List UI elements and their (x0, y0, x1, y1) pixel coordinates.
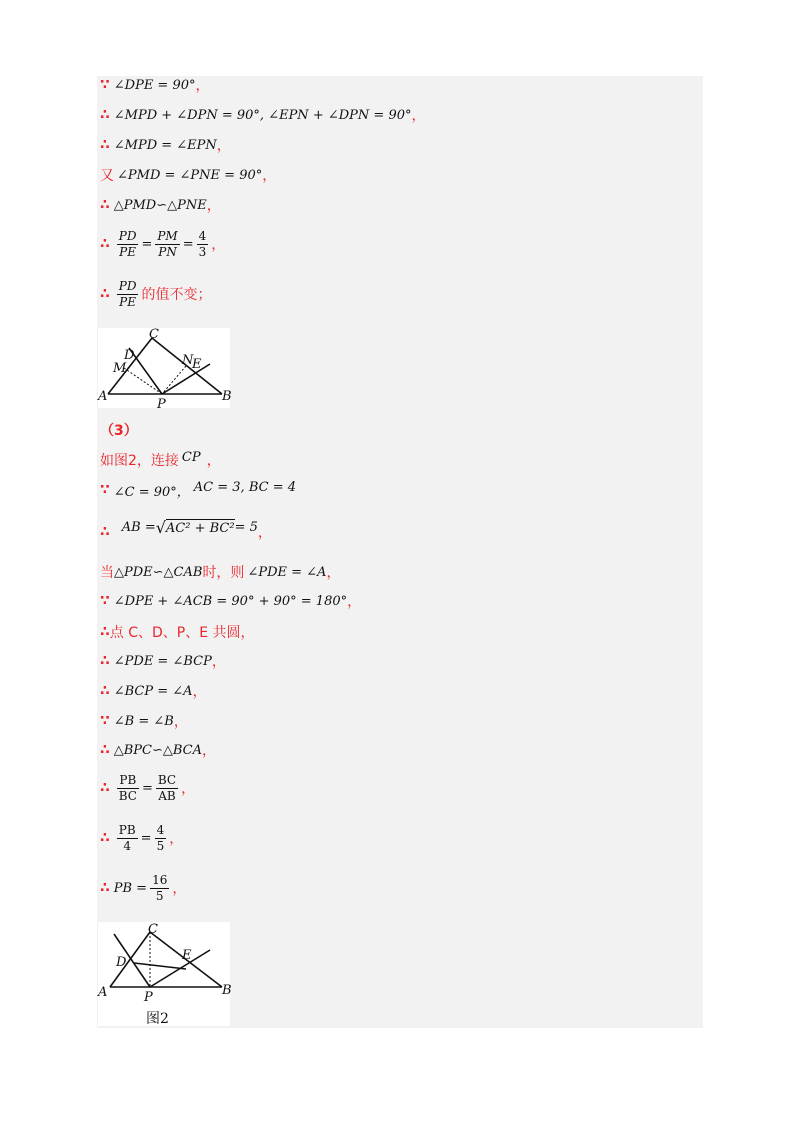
step-line: ∵ ∠B = ∠B ， (100, 713, 188, 730)
step-line: ∴ ∠PDE = ∠BCP ， (100, 653, 226, 670)
label-D: D (116, 955, 127, 970)
label-P: P (157, 397, 166, 412)
label-C: C (149, 327, 159, 342)
step-line: 如图2，连接 CP ， (100, 449, 221, 469)
figure-2-diagram (98, 922, 232, 1005)
ratio-line: ∴ $\frac{PD}{PE}$ = $\frac{PM}{PN}$ = $\frac{4}{3}$ ， (100, 228, 226, 259)
figure-1-diagram (98, 327, 232, 412)
label-E: E (192, 357, 202, 372)
part3-heading: （3） (100, 423, 138, 439)
figure-1 (98, 327, 232, 412)
label-M: M (113, 361, 127, 376)
figure-2-caption: 图2 (146, 1011, 169, 1027)
label-A: A (98, 985, 108, 1000)
result-line: ∴ PB = $\frac{16}{5}$ ， (100, 872, 187, 903)
label-E: E (182, 948, 192, 963)
step-line: ∵ ∠DPE + ∠ACB = 90° + 90° = 180° ， (100, 593, 362, 610)
step-line: ∴ ∠MPD = ∠EPN ， (100, 137, 231, 154)
step-line: ∴ ∠BCP = ∠A ， (100, 683, 207, 700)
step-line: ∵ ∠C = 90°， AC = 3, BC = 4 (100, 479, 296, 500)
step-line: ∵ ∠DPE = 90° ， (100, 77, 210, 94)
label-D: D (124, 348, 135, 363)
step-line: ∴ △PMD∽△PNE ， (100, 197, 221, 214)
label-B: B (222, 389, 232, 404)
label-P: P (144, 990, 153, 1005)
figure-2 (98, 922, 230, 1026)
label-A: A (98, 389, 108, 404)
ratio-line: ∴ $\frac{PB}{4}$ = $\frac{4}{5}$ ， (100, 822, 184, 853)
step-line: ∴ ∠MPD + ∠DPN = 90°, ∠EPN + ∠DPN = 90° ， (100, 107, 426, 124)
label-B: B (222, 983, 232, 998)
step-line: 又 ∠PMD = ∠PNE = 90° ， (100, 167, 277, 184)
step-line: 当 △PDE∽△CAB 时，则 ∠PDE = ∠A ， (100, 564, 341, 581)
ratio-line: ∴ $\frac{PB}{BC}$ = $\frac{BC}{AB}$ ， (100, 772, 196, 803)
label-N: N (182, 353, 194, 368)
label-C: C (148, 922, 158, 937)
conclusion-line: ∴ $\frac{PD}{PE}$ 的值不变； (100, 278, 212, 309)
step-line: ∴ △BPC∽△BCA ， (100, 742, 217, 759)
step-line: ∴ AB = √ AC² + BC² = 5 ， (100, 517, 272, 541)
solution-panel (97, 76, 703, 1028)
step-line: ∴ 点 C、D、P、E 共圆， (100, 624, 255, 641)
